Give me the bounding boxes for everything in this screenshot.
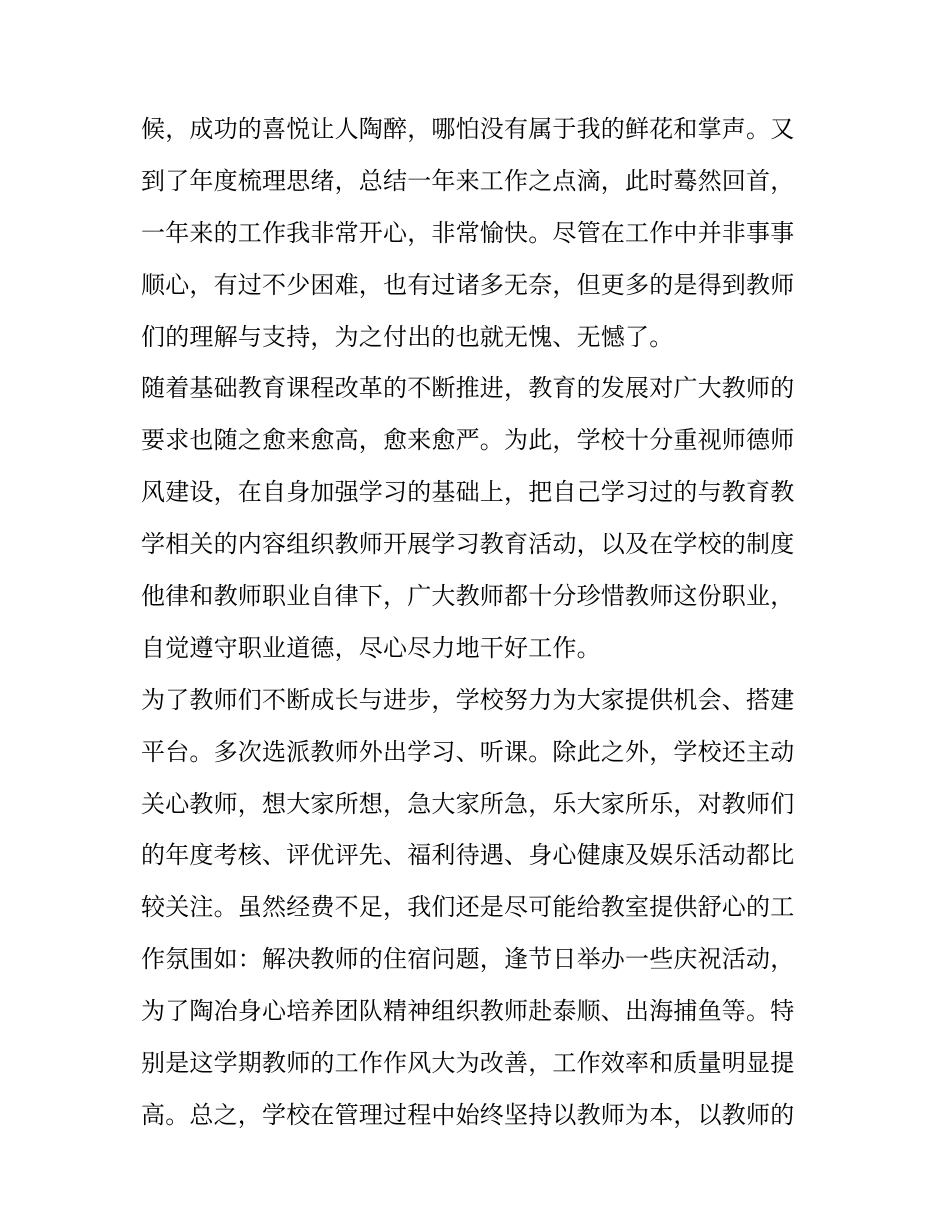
text-line: 一年来的工作我非常开心，非常愉快。尽管在工作中并非事事	[141, 218, 795, 247]
document-body	[141, 109, 813, 1147]
text-line: 随着基础教育课程改革的不断推进，教育的发展对广大教师的	[141, 374, 795, 403]
text-line: 为了教师们不断成长与进步，学校努力为大家提供机会、搭建	[141, 685, 795, 714]
text-line: 关心教师，想大家所想，急大家所急，乐大家所乐，对教师们	[141, 789, 795, 818]
text-line: 作氛围如：解决教师的住宿问题，逢节日举办一些庆祝活动，	[141, 945, 795, 974]
text-line: 别是这学期教师的工作作风大为改善，工作效率和质量明显提	[141, 1049, 795, 1078]
text-line: 高。总之，学校在管理过程中始终坚持以教师为本，以教师的	[141, 1100, 795, 1129]
text-line: 的年度考核、评优评先、福利待遇、身心健康及娱乐活动都比	[141, 841, 795, 870]
text-line: 他律和教师职业自律下，广大教师都十分珍惜教师这份职业，	[141, 582, 795, 611]
text-line: 较关注。虽然经费不足，我们还是尽可能给教室提供舒心的工	[141, 893, 795, 922]
text-line: 到了年度梳理思绪，总结一年来工作之点滴，此时蓦然回首，	[141, 166, 795, 195]
text-line: 平台。多次选派教师外出学习、听课。除此之外，学校还主动	[141, 737, 795, 766]
text-line: 自觉遵守职业道德，尽心尽力地干好工作。	[141, 633, 601, 662]
text-line: 顺心，有过不少困难，也有过诸多无奈，但更多的是得到教师	[141, 270, 795, 299]
text-line: 要求也随之愈来愈高，愈来愈严。为此，学校十分重视师德师	[141, 426, 795, 455]
text-line: 学相关的内容组织教师开展学习教育活动，以及在学校的制度	[141, 530, 795, 559]
text-line: 为了陶冶身心培养团队精神组织教师赴泰顺、出海捕鱼等。特	[141, 997, 795, 1026]
text-line: 们的理解与支持，为之付出的也就无愧、无憾了。	[141, 322, 674, 351]
text-line: 候，成功的喜悦让人陶醉，哪怕没有属于我的鲜花和掌声。又	[141, 115, 795, 143]
text-line: 风建设，在自身加强学习的基础上，把自己学习过的与教育教	[141, 478, 795, 507]
